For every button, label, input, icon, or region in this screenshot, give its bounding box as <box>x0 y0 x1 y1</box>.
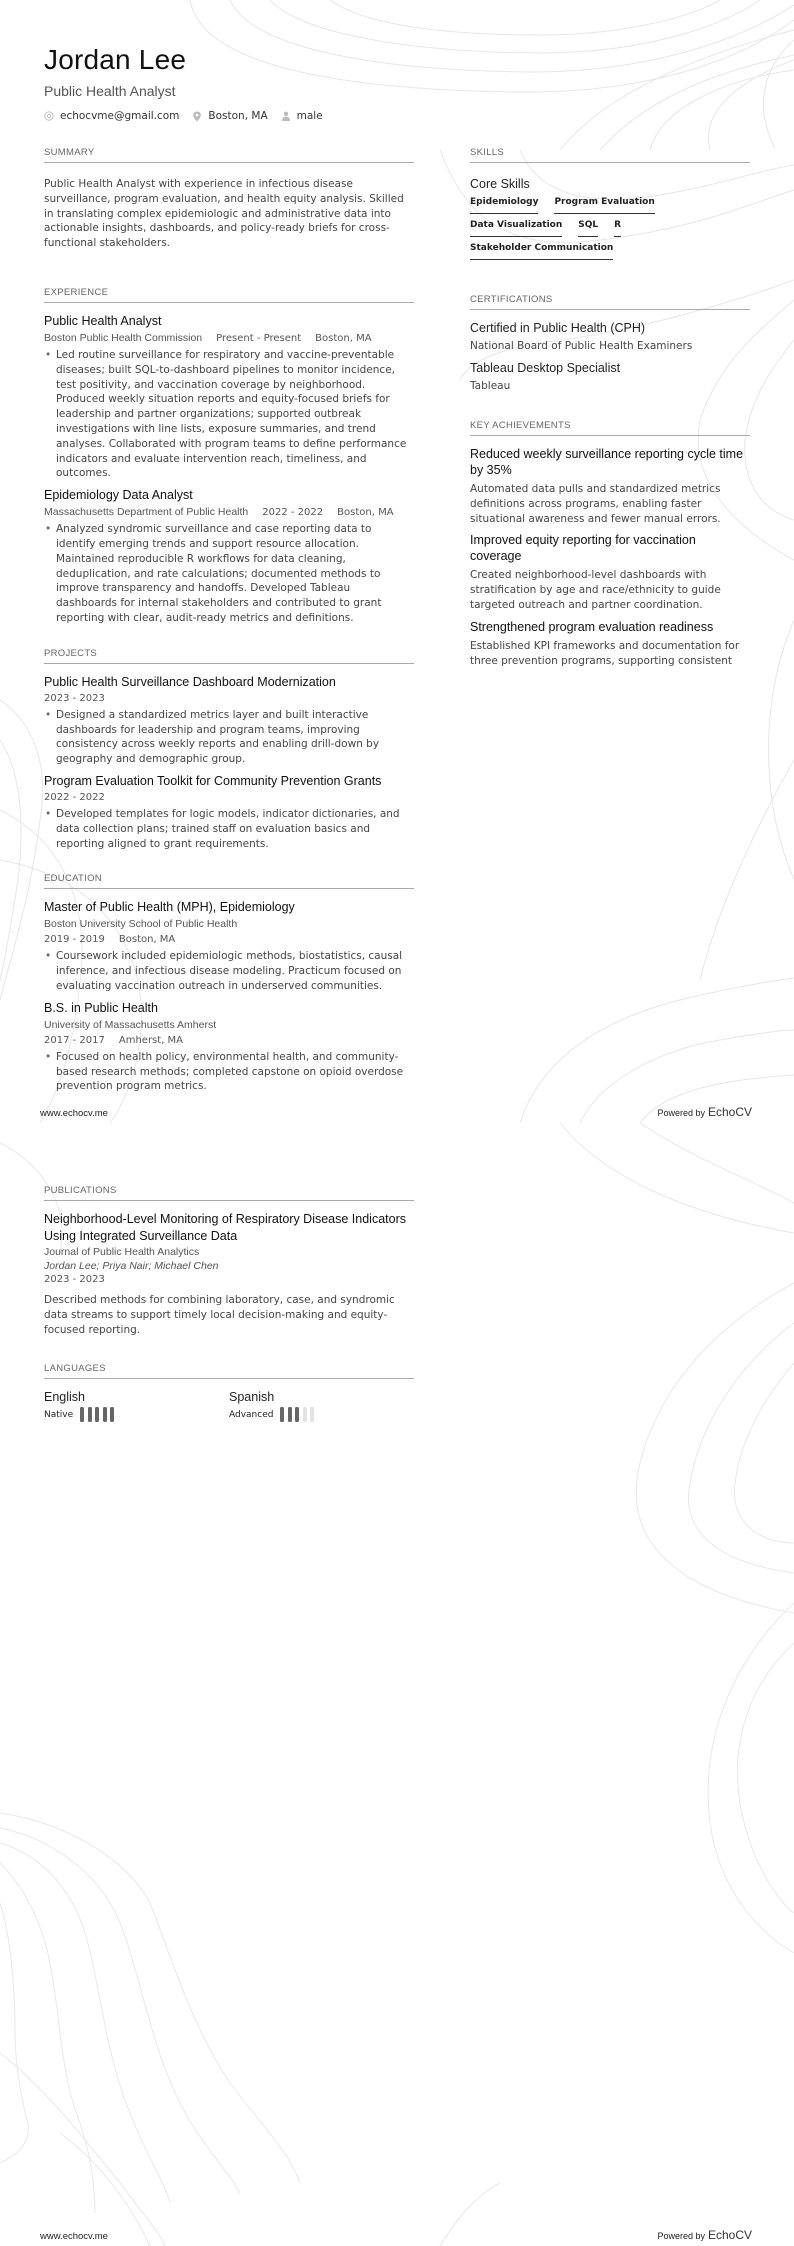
project-entry <box>44 674 414 767</box>
language-name: Spanish <box>229 1390 275 1405</box>
section-heading-summary: SUMMARY <box>44 147 414 163</box>
location-pin-icon <box>192 111 202 121</box>
job-title: Epidemiology Data Analyst <box>44 488 193 503</box>
school-name: University of Massachusetts Amherst <box>44 1018 217 1031</box>
rating-bar-filled <box>280 1407 284 1422</box>
candidate-title: Public Health Analyst <box>44 83 176 99</box>
job-dates: 2022 - 2022 <box>262 507 324 519</box>
left-column <box>44 147 414 1100</box>
job-bullet: • Led routine surveillance for respiratory and vaccine-preventable diseases; built SQL-to-dashboard pipelines to monitor incidence, test positivity, and vaccination coverage by neighborhood. Produced weekly situation reports and equity-focused briefs for leadership and partner organizations; supported outbreak investigations with line lists, exposure summaries, and trend analyses. Collaborated with program teams to define performance indicators and evaluate intervention reach, timeliness, and outcomes. <box>44 348 414 481</box>
skill-chips <box>470 197 750 266</box>
experience-section <box>44 287 414 626</box>
project-bullet: • Designed a standardized metrics layer and built interactive dashboards for leadership and program teams, improving consistency across weekly reports and enabling drill-down by geography and demographic group. <box>44 708 414 767</box>
skill-chip: R <box>614 220 621 237</box>
contact-gender <box>281 110 323 122</box>
publication-title: Neighborhood-Level Monitoring of Respiratory Disease Indicators Using Integrated Surveillance Data <box>44 1212 406 1243</box>
job-organization: Massachusetts Department of Public Health <box>44 506 249 519</box>
certification-title: Certified in Public Health (CPH) <box>470 321 646 335</box>
language-item <box>44 1389 229 1422</box>
job-title: Public Health Analyst <box>44 313 162 328</box>
language-level: Advanced <box>229 1409 274 1420</box>
language-rating-bars <box>280 1407 318 1422</box>
rating-bar-filled <box>95 1407 99 1422</box>
contact-location <box>192 110 267 122</box>
publication-dates: 2023 - 2023 <box>44 1274 105 1285</box>
footer-url-link[interactable]: www.echocv.me <box>40 2231 108 2242</box>
section-heading-achievements: KEY ACHIEVEMENTS <box>470 420 750 436</box>
resume-header <box>44 44 336 122</box>
certification-issuer: Tableau <box>470 380 511 392</box>
powered-by <box>657 2226 752 2244</box>
achievement-description: Automated data pulls and standardized metrics definitions across programs, enabling faster situational awareness and fewer manual errors. <box>470 483 721 525</box>
person-icon <box>281 111 291 121</box>
section-heading-languages: LANGUAGES <box>44 1363 414 1379</box>
skill-chip: Stakeholder Communication <box>470 243 613 260</box>
education-entry <box>44 1000 414 1094</box>
job-location: Boston, MA <box>337 507 394 519</box>
resume-page-2 <box>0 1123 794 2246</box>
language-item <box>229 1389 414 1422</box>
rating-bar-filled <box>80 1407 84 1422</box>
experience-entry <box>44 313 414 481</box>
achievement-title: Improved equity reporting for vaccination coverage <box>470 533 696 564</box>
project-title: Public Health Surveillance Dashboard Modernization <box>44 674 336 689</box>
project-bullet: • Developed templates for logic models, indicator dictionaries, and data collection plans; trained staff on evaluation basics and reporting aligned to grant requirements. <box>44 807 414 851</box>
contact-email-text: echocvme@gmail.com <box>60 110 180 122</box>
contact-row <box>44 110 336 122</box>
publication-entry <box>44 1211 414 1337</box>
certifications-section <box>470 294 750 392</box>
education-entry <box>44 899 414 993</box>
summary-text: Public Health Analyst with experience in infectious disease surveillance, program evaluation, and health equity analysis. Skilled in translating complex epidemiologic and administrative data into actionable insights, dashboards, and policy-ready briefs for cross-functional stakeholders. <box>44 178 404 250</box>
left-column-page-2 <box>44 1185 414 1422</box>
achievement-description: Established KPI frameworks and documentation for three prevention programs, supporting consistent <box>470 639 740 667</box>
skill-group-title: Core Skills <box>470 177 530 191</box>
job-meta <box>44 331 414 346</box>
publications-section <box>44 1185 414 1337</box>
section-heading-education: EDUCATION <box>44 873 414 889</box>
rating-bar-filled <box>288 1407 292 1422</box>
footer-url-link[interactable]: www.echocv.me <box>40 1108 108 1119</box>
section-heading-skills: SKILLS <box>470 147 750 163</box>
page-footer <box>40 2226 752 2244</box>
publication-authors: Jordan Lee; Priya Nair; Michael Chen <box>44 1260 219 1272</box>
powered-by-label: Powered by <box>657 1108 705 1118</box>
section-heading-certifications: CERTIFICATIONS <box>470 294 750 310</box>
publication-description: Described methods for combining laboratory, case, and syndromic data streams to support timely local decision-making and equity-focused reporting. <box>44 1294 395 1336</box>
summary-section <box>44 147 414 251</box>
job-dates: Present - Present <box>216 332 302 344</box>
projects-section <box>44 648 414 852</box>
achievement-title: Strengthened program evaluation readiness <box>470 619 714 634</box>
powered-by <box>657 1103 752 1121</box>
language-rating-bars <box>80 1407 118 1422</box>
section-heading-publications: PUBLICATIONS <box>44 1185 414 1201</box>
skill-chip: Epidemiology <box>470 197 538 214</box>
rating-bar-filled <box>103 1407 107 1422</box>
section-heading-experience: EXPERIENCE <box>44 287 414 303</box>
rating-bar-filled <box>110 1407 114 1422</box>
degree-title: Master of Public Health (MPH), Epidemiology <box>44 900 295 915</box>
job-bullet: • Analyzed syndromic surveillance and case reporting data to identify emerging trends and support resource allocation. Maintained reproducible R workflows for data cleaning, deduplication, and rate calculations; documented methods to improve transparency and handoffs. Developed Tableau dashboards for internal stakeholders and contributed to grant reporting with clear, audit-ready metrics and definitions. <box>44 522 414 626</box>
education-location: Amherst, MA <box>118 1034 184 1046</box>
education-location: Boston, MA <box>118 934 176 946</box>
brand-name: EchoCV <box>707 1105 752 1119</box>
job-meta <box>44 505 414 520</box>
page-footer <box>40 1103 752 1121</box>
languages-section <box>44 1363 414 1422</box>
achievement-title: Reduced weekly surveillance reporting cycle time by 35% <box>470 447 744 477</box>
section-heading-projects: PROJECTS <box>44 648 414 664</box>
school-name: Boston University School of Public Health <box>44 918 238 931</box>
job-bullets <box>44 348 414 481</box>
skill-chip: SQL <box>578 220 598 237</box>
rating-bar-empty <box>303 1407 307 1422</box>
education-dates: 2017 - 2017 <box>44 1034 105 1046</box>
rating-bar-empty <box>310 1407 314 1422</box>
degree-title: B.S. in Public Health <box>44 1000 158 1015</box>
rating-bar-filled <box>295 1407 299 1422</box>
right-column <box>470 147 750 674</box>
publication-journal: Journal of Public Health Analytics <box>44 1246 200 1258</box>
education-section <box>44 873 414 1094</box>
contact-gender-text: male <box>296 110 323 122</box>
powered-by-label: Powered by <box>657 2231 705 2241</box>
language-list <box>44 1389 414 1422</box>
education-bullet: • Coursework included epidemiologic methods, biostatistics, causal inference, and infectious disease modeling. Practicum focused on evaluating vaccination outreach in underserved communities. <box>44 949 414 993</box>
skill-chip: Program Evaluation <box>554 197 654 214</box>
contact-location-text: Boston, MA <box>208 110 268 122</box>
certification-title: Tableau Desktop Specialist <box>470 361 621 375</box>
achievements-section <box>470 420 750 668</box>
project-dates: 2023 - 2023 <box>44 692 105 704</box>
job-organization: Boston Public Health Commission <box>44 331 203 344</box>
skill-chip: Data Visualization <box>470 220 562 237</box>
achievement-description: Created neighborhood-level dashboards with stratification by age and race/ethnicity to guide targeted outreach and partner coordination. <box>470 569 721 611</box>
project-dates: 2022 - 2022 <box>44 791 105 803</box>
rating-bar-filled <box>88 1407 92 1422</box>
skills-section <box>470 147 750 266</box>
candidate-name: Jordan Lee <box>44 44 187 75</box>
contact-email[interactable] <box>44 110 179 122</box>
experience-entry <box>44 487 414 626</box>
job-location: Boston, MA <box>315 332 372 344</box>
education-dates: 2019 - 2019 <box>44 934 105 946</box>
at-icon <box>44 111 54 121</box>
language-name: English <box>44 1390 85 1405</box>
project-entry <box>44 773 414 851</box>
certification-issuer: National Board of Public Health Examiners <box>470 340 693 352</box>
project-title: Program Evaluation Toolkit for Community Prevention Grants <box>44 773 382 788</box>
education-bullet: • Focused on health policy, environmental health, and community-based research methods; completed capstone on opioid overdose prevention program metrics. <box>44 1050 414 1094</box>
language-level: Native <box>44 1409 74 1420</box>
brand-name: EchoCV <box>707 2228 752 2242</box>
job-bullets <box>44 522 414 626</box>
